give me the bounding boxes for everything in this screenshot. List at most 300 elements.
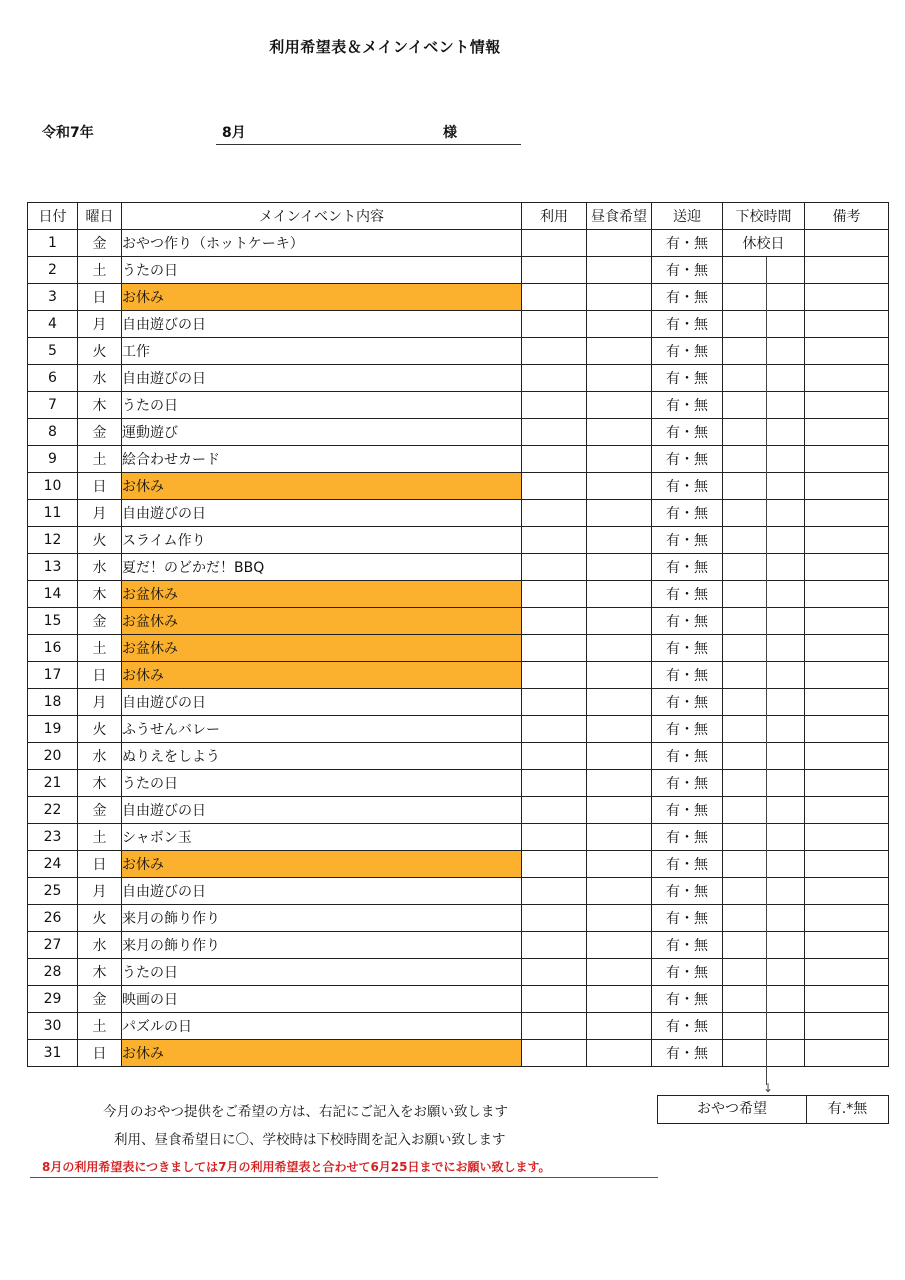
- transport-cell[interactable]: 有・無: [652, 662, 723, 689]
- event-cell: 来月の飾り作り: [122, 932, 522, 959]
- lunch-cell[interactable]: [587, 932, 652, 959]
- event-cell: スライム作り: [122, 527, 522, 554]
- date-cell: 27: [28, 932, 78, 959]
- weekday-cell: 金: [78, 986, 122, 1013]
- lunch-cell[interactable]: [587, 770, 652, 797]
- table-row: [28, 257, 889, 284]
- transport-cell[interactable]: 有・無: [652, 797, 723, 824]
- use-cell[interactable]: [522, 905, 587, 932]
- dismissal-cell[interactable]: [723, 446, 805, 473]
- remarks-cell[interactable]: [805, 1013, 889, 1040]
- date-cell: 29: [28, 986, 78, 1013]
- event-cell: パズルの日: [122, 1013, 522, 1040]
- weekday-cell: 金: [78, 230, 122, 257]
- dismissal-cell[interactable]: [723, 1013, 805, 1040]
- event-cell: うたの日: [122, 392, 522, 419]
- transport-cell[interactable]: 有・無: [652, 338, 723, 365]
- dismissal-cell[interactable]: [723, 986, 805, 1013]
- transport-cell[interactable]: 有・無: [652, 743, 723, 770]
- weekday-cell: 水: [78, 743, 122, 770]
- date-cell: 2: [28, 257, 78, 284]
- remarks-cell[interactable]: [805, 500, 889, 527]
- dismissal-cell[interactable]: [723, 824, 805, 851]
- lunch-cell[interactable]: [587, 527, 652, 554]
- date-cell: 9: [28, 446, 78, 473]
- remarks-cell[interactable]: [805, 878, 889, 905]
- date-cell: 4: [28, 311, 78, 338]
- weekday-cell: 月: [78, 311, 122, 338]
- dismissal-cell[interactable]: [723, 365, 805, 392]
- lunch-cell[interactable]: [587, 608, 652, 635]
- remarks-cell[interactable]: [805, 392, 889, 419]
- event-cell: お休み: [122, 662, 522, 689]
- transport-cell[interactable]: 有・無: [652, 1040, 723, 1067]
- lunch-cell[interactable]: [587, 635, 652, 662]
- date-cell: 7: [28, 392, 78, 419]
- date-cell: 25: [28, 878, 78, 905]
- date-cell: 13: [28, 554, 78, 581]
- dismissal-cell[interactable]: [723, 338, 805, 365]
- schedule-rows: [28, 230, 889, 1067]
- table-row: [28, 662, 889, 689]
- remarks-cell[interactable]: [805, 257, 889, 284]
- remarks-cell[interactable]: [805, 689, 889, 716]
- use-cell[interactable]: [522, 797, 587, 824]
- dismissal-cell[interactable]: [723, 716, 805, 743]
- event-cell: 来月の飾り作り: [122, 905, 522, 932]
- use-cell[interactable]: [522, 500, 587, 527]
- use-cell[interactable]: [522, 851, 587, 878]
- transport-cell[interactable]: 有・無: [652, 878, 723, 905]
- dismissal-cell[interactable]: [723, 770, 805, 797]
- col-header-remarks: 備考: [805, 203, 889, 230]
- table-row: [28, 635, 889, 662]
- weekday-cell: 日: [78, 1040, 122, 1067]
- remarks-cell[interactable]: [805, 473, 889, 500]
- dismissal-cell[interactable]: [723, 662, 805, 689]
- weekday-cell: 土: [78, 446, 122, 473]
- remarks-cell[interactable]: [805, 716, 889, 743]
- dismissal-cell[interactable]: [723, 932, 805, 959]
- weekday-cell: 金: [78, 419, 122, 446]
- event-cell: 運動遊び: [122, 419, 522, 446]
- transport-cell[interactable]: 有・無: [652, 527, 723, 554]
- use-cell[interactable]: [522, 1013, 587, 1040]
- remarks-cell[interactable]: [805, 662, 889, 689]
- weekday-cell: 日: [78, 473, 122, 500]
- dismissal-cell[interactable]: [723, 473, 805, 500]
- table-row: [28, 743, 889, 770]
- date-cell: 22: [28, 797, 78, 824]
- transport-cell[interactable]: 有・無: [652, 635, 723, 662]
- date-cell: 18: [28, 689, 78, 716]
- date-cell: 11: [28, 500, 78, 527]
- use-cell[interactable]: [522, 365, 587, 392]
- header-row: [28, 203, 889, 230]
- date-cell: 28: [28, 959, 78, 986]
- lunch-cell[interactable]: [587, 419, 652, 446]
- dismissal-cell[interactable]: [723, 797, 805, 824]
- remarks-cell[interactable]: [805, 743, 889, 770]
- date-cell: 31: [28, 1040, 78, 1067]
- lunch-cell[interactable]: [587, 473, 652, 500]
- col-header-use: 利用: [522, 203, 587, 230]
- use-cell[interactable]: [522, 581, 587, 608]
- weekday-cell: 土: [78, 635, 122, 662]
- event-cell: おやつ作り（ホットケーキ）: [122, 230, 522, 257]
- date-cell: 24: [28, 851, 78, 878]
- transport-cell[interactable]: 有・無: [652, 608, 723, 635]
- schedule-table: [27, 202, 889, 1067]
- date-cell: 19: [28, 716, 78, 743]
- remarks-cell[interactable]: [805, 986, 889, 1013]
- snack-request-box: [657, 1095, 889, 1124]
- remarks-cell[interactable]: [805, 932, 889, 959]
- transport-cell[interactable]: 有・無: [652, 905, 723, 932]
- weekday-cell: 金: [78, 797, 122, 824]
- transport-cell[interactable]: 有・無: [652, 770, 723, 797]
- table-row: [28, 1040, 889, 1067]
- remarks-cell[interactable]: [805, 581, 889, 608]
- weekday-cell: 日: [78, 662, 122, 689]
- date-cell: 20: [28, 743, 78, 770]
- transport-cell[interactable]: 有・無: [652, 932, 723, 959]
- transport-cell[interactable]: 有・無: [652, 284, 723, 311]
- dismissal-cell[interactable]: [723, 554, 805, 581]
- remarks-cell[interactable]: [805, 230, 889, 257]
- date-cell: 30: [28, 1013, 78, 1040]
- use-cell[interactable]: [522, 338, 587, 365]
- table-row: [28, 797, 889, 824]
- dismissal-cell[interactable]: [723, 743, 805, 770]
- transport-cell[interactable]: 有・無: [652, 230, 723, 257]
- dismissal-cell[interactable]: [723, 608, 805, 635]
- name-underline: [216, 144, 521, 145]
- weekday-cell: 土: [78, 1013, 122, 1040]
- use-cell[interactable]: [522, 689, 587, 716]
- table-row: [28, 959, 889, 986]
- dismissal-cell[interactable]: [723, 878, 805, 905]
- table-row: [28, 419, 889, 446]
- dismissal-cell[interactable]: [723, 959, 805, 986]
- transport-cell[interactable]: 有・無: [652, 392, 723, 419]
- transport-cell[interactable]: 有・無: [652, 473, 723, 500]
- weekday-cell: 月: [78, 500, 122, 527]
- remarks-cell[interactable]: [805, 284, 889, 311]
- event-cell: 自由遊びの日: [122, 500, 522, 527]
- era-label: 令和7年: [42, 125, 94, 141]
- dismissal-cell[interactable]: [723, 1040, 805, 1067]
- lunch-cell[interactable]: [587, 392, 652, 419]
- transport-cell[interactable]: 有・無: [652, 257, 723, 284]
- deadline-underline: [30, 1177, 658, 1178]
- table-row: [28, 392, 889, 419]
- event-cell: ふうせんバレー: [122, 716, 522, 743]
- remarks-cell[interactable]: [805, 824, 889, 851]
- use-cell[interactable]: [522, 608, 587, 635]
- remarks-cell[interactable]: [805, 905, 889, 932]
- lunch-cell[interactable]: [587, 257, 652, 284]
- event-cell: 自由遊びの日: [122, 689, 522, 716]
- table-row: [28, 527, 889, 554]
- col-header-dismissal: 下校時間: [723, 203, 805, 230]
- weekday-cell: 土: [78, 257, 122, 284]
- use-cell[interactable]: [522, 554, 587, 581]
- snack-note: 今月のおやつ提供をご希望の方は、右記にご記入をお願い致します: [103, 1104, 508, 1120]
- event-cell: 自由遊びの日: [122, 878, 522, 905]
- dismissal-cell[interactable]: [723, 419, 805, 446]
- lunch-cell[interactable]: [587, 851, 652, 878]
- event-cell: 映画の日: [122, 986, 522, 1013]
- lunch-cell[interactable]: [587, 689, 652, 716]
- date-cell: 21: [28, 770, 78, 797]
- page-title: 利用希望表＆メインイベント情報: [269, 38, 501, 56]
- col-header-transport: 送迎: [652, 203, 723, 230]
- remarks-cell[interactable]: [805, 446, 889, 473]
- transport-cell[interactable]: 有・無: [652, 554, 723, 581]
- use-cell[interactable]: [522, 932, 587, 959]
- lunch-cell[interactable]: [587, 338, 652, 365]
- lunch-cell[interactable]: [587, 365, 652, 392]
- date-cell: 16: [28, 635, 78, 662]
- use-cell[interactable]: [522, 662, 587, 689]
- remarks-cell[interactable]: [805, 311, 889, 338]
- weekday-cell: 火: [78, 527, 122, 554]
- weekday-cell: 水: [78, 932, 122, 959]
- event-cell: お休み: [122, 851, 522, 878]
- lunch-cell[interactable]: [587, 959, 652, 986]
- lunch-cell[interactable]: [587, 743, 652, 770]
- event-cell: うたの日: [122, 770, 522, 797]
- col-header-lunch: 昼食希望: [587, 203, 652, 230]
- event-cell: お盆休み: [122, 635, 522, 662]
- lunch-cell[interactable]: [587, 797, 652, 824]
- table-row: [28, 851, 889, 878]
- remarks-cell[interactable]: [805, 527, 889, 554]
- date-cell: 26: [28, 905, 78, 932]
- remarks-cell[interactable]: [805, 338, 889, 365]
- weekday-cell: 木: [78, 581, 122, 608]
- table-row: [28, 446, 889, 473]
- col-header-event: メインイベント内容: [122, 203, 522, 230]
- remarks-cell[interactable]: [805, 554, 889, 581]
- use-cell[interactable]: [522, 878, 587, 905]
- weekday-cell: 日: [78, 284, 122, 311]
- deadline-notice: 8月の利用希望表につきましては7月の利用希望表と合わせて6月25日までにお願い致します。: [42, 1160, 551, 1174]
- remarks-cell[interactable]: [805, 608, 889, 635]
- transport-cell[interactable]: 有・無: [652, 986, 723, 1013]
- dismissal-cell[interactable]: [723, 500, 805, 527]
- snack-request-label: おやつ希望: [658, 1096, 807, 1123]
- use-cell[interactable]: [522, 959, 587, 986]
- weekday-cell: 火: [78, 716, 122, 743]
- table-row: [28, 500, 889, 527]
- table-row: [28, 554, 889, 581]
- date-cell: 6: [28, 365, 78, 392]
- event-cell: 自由遊びの日: [122, 311, 522, 338]
- use-cell[interactable]: [522, 311, 587, 338]
- weekday-cell: 日: [78, 851, 122, 878]
- table-row: [28, 365, 889, 392]
- table-row: [28, 608, 889, 635]
- dismissal-cell[interactable]: [723, 851, 805, 878]
- use-cell[interactable]: [522, 635, 587, 662]
- transport-cell[interactable]: 有・無: [652, 959, 723, 986]
- use-cell[interactable]: [522, 446, 587, 473]
- month-label: 8月: [222, 125, 246, 141]
- event-cell: ぬりえをしよう: [122, 743, 522, 770]
- date-cell: 15: [28, 608, 78, 635]
- remarks-cell[interactable]: [805, 770, 889, 797]
- use-cell[interactable]: [522, 392, 587, 419]
- lunch-cell[interactable]: [587, 446, 652, 473]
- weekday-cell: 木: [78, 959, 122, 986]
- use-cell[interactable]: [522, 473, 587, 500]
- remarks-cell[interactable]: [805, 419, 889, 446]
- table-row: [28, 473, 889, 500]
- lunch-cell[interactable]: [587, 581, 652, 608]
- lunch-cell[interactable]: [587, 554, 652, 581]
- lunch-cell[interactable]: [587, 284, 652, 311]
- remarks-cell[interactable]: [805, 797, 889, 824]
- use-cell[interactable]: [522, 230, 587, 257]
- event-cell: 絵合わせカード: [122, 446, 522, 473]
- dismissal-continuation-line: [766, 257, 767, 1085]
- weekday-cell: 水: [78, 554, 122, 581]
- weekday-cell: 土: [78, 824, 122, 851]
- table-row: [28, 689, 889, 716]
- use-cell[interactable]: [522, 527, 587, 554]
- lunch-cell[interactable]: [587, 878, 652, 905]
- use-cell[interactable]: [522, 743, 587, 770]
- weekday-cell: 月: [78, 878, 122, 905]
- event-cell: うたの日: [122, 257, 522, 284]
- table-row: [28, 905, 889, 932]
- dismissal-cell[interactable]: [723, 635, 805, 662]
- table-row: [28, 230, 889, 257]
- event-cell: お休み: [122, 284, 522, 311]
- use-cell[interactable]: [522, 770, 587, 797]
- remarks-cell[interactable]: [805, 365, 889, 392]
- weekday-cell: 金: [78, 608, 122, 635]
- lunch-cell[interactable]: [587, 905, 652, 932]
- lunch-cell[interactable]: [587, 1013, 652, 1040]
- weekday-cell: 木: [78, 770, 122, 797]
- weekday-cell: 火: [78, 338, 122, 365]
- honorific-label: 様: [443, 125, 457, 141]
- snack-request-value[interactable]: 有.*無: [827, 1101, 868, 1117]
- dismissal-cell[interactable]: [723, 284, 805, 311]
- dismissal-cell[interactable]: [723, 311, 805, 338]
- transport-cell[interactable]: 有・無: [652, 365, 723, 392]
- transport-cell[interactable]: 有・無: [652, 500, 723, 527]
- dismissal-cell[interactable]: [723, 905, 805, 932]
- transport-cell[interactable]: 有・無: [652, 581, 723, 608]
- event-cell: 夏だ！のどかだ！BBQ: [122, 554, 522, 581]
- remarks-cell[interactable]: [805, 1040, 889, 1067]
- table-row: [28, 284, 889, 311]
- lunch-cell[interactable]: [587, 662, 652, 689]
- table-row: [28, 581, 889, 608]
- dismissal-cell[interactable]: [723, 392, 805, 419]
- transport-cell[interactable]: 有・無: [652, 824, 723, 851]
- dismissal-cell[interactable]: [723, 257, 805, 284]
- transport-cell[interactable]: 有・無: [652, 311, 723, 338]
- event-cell: 自由遊びの日: [122, 365, 522, 392]
- lunch-cell[interactable]: [587, 716, 652, 743]
- arrow-down-icon: ↓: [763, 1081, 774, 1095]
- event-cell: お盆休み: [122, 608, 522, 635]
- remarks-cell[interactable]: [805, 851, 889, 878]
- use-cell[interactable]: [522, 284, 587, 311]
- transport-cell[interactable]: 有・無: [652, 419, 723, 446]
- table-row: [28, 878, 889, 905]
- lunch-cell[interactable]: [587, 500, 652, 527]
- event-cell: 自由遊びの日: [122, 797, 522, 824]
- transport-cell[interactable]: 有・無: [652, 689, 723, 716]
- date-cell: 8: [28, 419, 78, 446]
- date-cell: 23: [28, 824, 78, 851]
- table-row: [28, 338, 889, 365]
- use-cell[interactable]: [522, 716, 587, 743]
- event-cell: シャボン玉: [122, 824, 522, 851]
- lunch-cell[interactable]: [587, 986, 652, 1013]
- weekday-cell: 木: [78, 392, 122, 419]
- table-row: [28, 932, 889, 959]
- transport-cell[interactable]: 有・無: [652, 716, 723, 743]
- use-cell[interactable]: [522, 824, 587, 851]
- dismissal-cell[interactable]: [723, 581, 805, 608]
- event-cell: お盆休み: [122, 581, 522, 608]
- col-header-weekday: 曜日: [78, 203, 122, 230]
- transport-cell[interactable]: 有・無: [652, 851, 723, 878]
- lunch-cell[interactable]: [587, 1040, 652, 1067]
- instruction-note: 利用、昼食希望日に〇、学校時は下校時間を記入お願い致します: [114, 1132, 506, 1148]
- col-header-date: 日付: [28, 203, 78, 230]
- weekday-cell: 月: [78, 689, 122, 716]
- dismissal-cell[interactable]: [723, 527, 805, 554]
- event-cell: 工作: [122, 338, 522, 365]
- dismissal-cell[interactable]: [723, 689, 805, 716]
- table-row: [28, 716, 889, 743]
- lunch-cell[interactable]: [587, 311, 652, 338]
- lunch-cell[interactable]: [587, 230, 652, 257]
- remarks-cell[interactable]: [805, 635, 889, 662]
- dismissal-cell[interactable]: 休校日: [723, 230, 805, 257]
- date-cell: 10: [28, 473, 78, 500]
- transport-cell[interactable]: 有・無: [652, 1013, 723, 1040]
- transport-cell[interactable]: 有・無: [652, 446, 723, 473]
- date-cell: 5: [28, 338, 78, 365]
- lunch-cell[interactable]: [587, 824, 652, 851]
- event-cell: お休み: [122, 473, 522, 500]
- use-cell[interactable]: [522, 1040, 587, 1067]
- event-cell: お休み: [122, 1040, 522, 1067]
- use-cell[interactable]: [522, 257, 587, 284]
- remarks-cell[interactable]: [805, 959, 889, 986]
- date-cell: 14: [28, 581, 78, 608]
- table-row: [28, 311, 889, 338]
- date-cell: 1: [28, 230, 78, 257]
- date-cell: 12: [28, 527, 78, 554]
- date-cell: 17: [28, 662, 78, 689]
- table-row: [28, 824, 889, 851]
- table-row: [28, 1013, 889, 1040]
- use-cell[interactable]: [522, 419, 587, 446]
- weekday-cell: 火: [78, 905, 122, 932]
- date-cell: 3: [28, 284, 78, 311]
- use-cell[interactable]: [522, 986, 587, 1013]
